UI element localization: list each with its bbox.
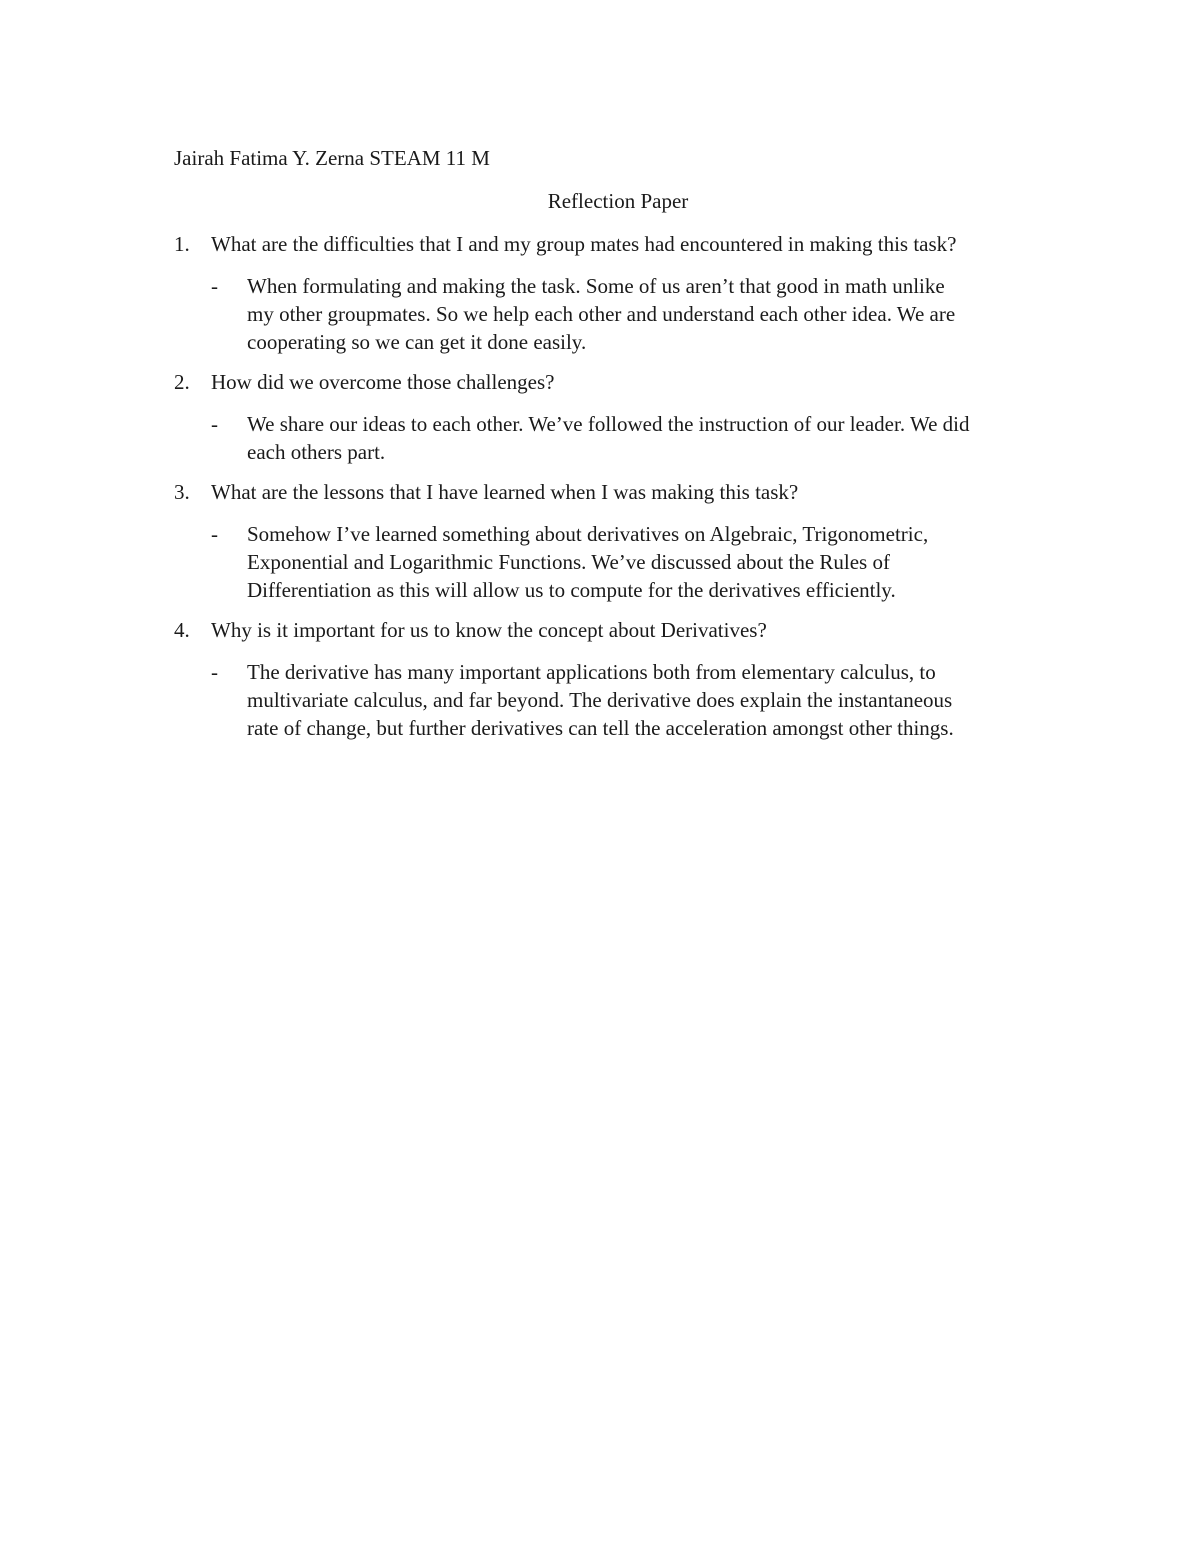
answer-item: [174, 520, 1074, 604]
answer-line: Somehow I’ve learned something about derivatives on Algebraic, Trigonometric,: [247, 522, 929, 546]
answer-bullet: -: [211, 522, 218, 546]
author-header: Jairah Fatima Y. Zerna STEAM 11 M: [174, 146, 490, 170]
answer-item: [174, 410, 1074, 466]
answer-line: When formulating and making the task. Some of us aren’t that good in math unlike: [247, 274, 945, 298]
answer-bullet: -: [211, 274, 218, 298]
answer-line: We share our ideas to each other. We’ve followed the instruction of our leader. We did: [247, 412, 970, 436]
answer-line: Exponential and Logarithmic Functions. We’ve discussed about the Rules of: [247, 550, 890, 574]
answer-bullet: -: [211, 412, 218, 436]
question-row: [174, 230, 1074, 258]
question-list: [174, 230, 1074, 754]
question-item-3: [174, 478, 1074, 604]
answer-item: [174, 272, 1074, 356]
page-title: Reflection Paper: [547, 189, 689, 213]
question-text: Why is it important for us to know the concept about Derivatives?: [211, 618, 767, 642]
question-row: [174, 616, 1074, 644]
question-item-4: [174, 616, 1074, 742]
question-text: What are the difficulties that I and my group mates had encountered in making this task?: [211, 232, 957, 256]
question-row: [174, 368, 1074, 396]
question-row: [174, 478, 1074, 506]
question-number: 3.: [174, 480, 190, 504]
answer-line: Differentiation as this will allow us to compute for the derivatives efficiently.: [247, 578, 896, 602]
answer-line: multivariate calculus, and far beyond. The derivative does explain the instantaneous: [247, 688, 953, 712]
answer-line: rate of change, but further derivatives can tell the acceleration amongst other things.: [247, 716, 954, 740]
question-item-1: [174, 230, 1074, 356]
answer-item: [174, 658, 1074, 742]
question-item-2: [174, 368, 1074, 466]
question-text: How did we overcome those challenges?: [211, 370, 555, 394]
question-number: 1.: [174, 232, 190, 256]
answer-line: my other groupmates. So we help each other and understand each other idea. We are: [247, 302, 956, 326]
question-text: What are the lessons that I have learned when I was making this task?: [211, 480, 799, 504]
answer-line: The derivative has many important applications both from elementary calculus, to: [247, 660, 936, 684]
answer-line: each others part.: [247, 440, 386, 464]
answer-line: cooperating so we can get it done easily.: [247, 330, 587, 354]
question-number: 2.: [174, 370, 190, 394]
answer-bullet: -: [211, 660, 218, 684]
question-number: 4.: [174, 618, 190, 642]
